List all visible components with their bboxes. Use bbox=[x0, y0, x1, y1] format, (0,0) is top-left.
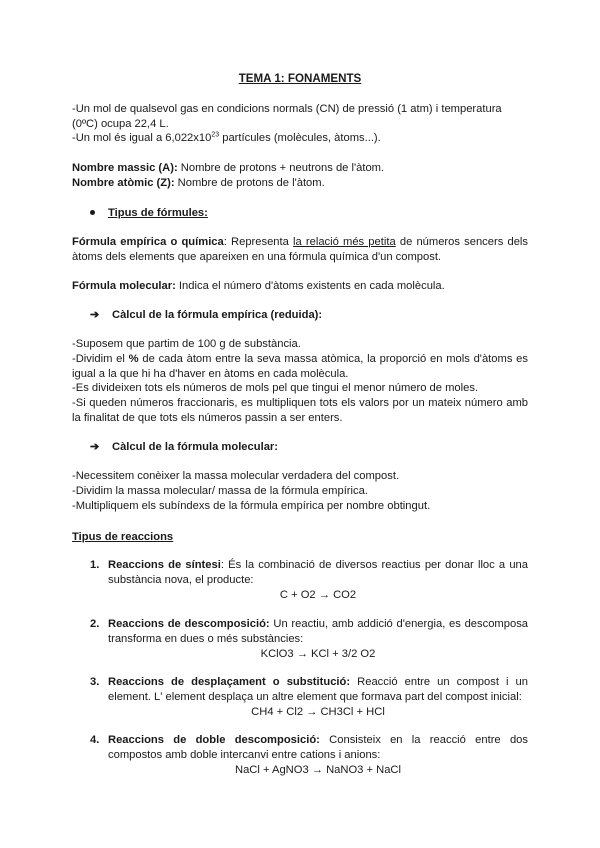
def-massic-text: Nombre de protons + neutrons de l'àtom. bbox=[177, 162, 385, 174]
reaction-equation: KClO3 → KCl + 3/2 O2 bbox=[260, 648, 376, 660]
calc-empirica-heading-text: Càlcul de la fórmula empírica (reduida): bbox=[112, 309, 323, 321]
reaccions-heading: Tipus de reaccions bbox=[72, 531, 174, 543]
reaction-desc: Consisteix en la reacció entre dos compostos amb doble intercanvi entre cations i anions: bbox=[108, 734, 528, 761]
def-atomic-label: Nombre atòmic (Z): bbox=[72, 177, 175, 189]
item-number: 3. bbox=[90, 676, 100, 688]
reaction-item bbox=[90, 675, 528, 720]
intro-line-2 bbox=[72, 131, 528, 146]
reaction-desc: : És la combinació de diversos reactius per donar lloc a una substància nova, el producte: bbox=[108, 559, 528, 586]
calc-molecular-heading-text: Càlcul de la fórmula molecular: bbox=[112, 441, 278, 453]
arrow-icon: ➔ bbox=[90, 309, 100, 321]
reaction-text bbox=[108, 558, 528, 588]
arrow-icon: ➔ bbox=[90, 441, 100, 453]
calc-empirica-step-1: -Suposem que partim de 100 g de substància. bbox=[72, 338, 301, 350]
formules-heading-text: Tipus de fórmules: bbox=[108, 207, 208, 219]
intro-line-1: -Un mol de qualsevol gas en condicions normals (CN) de pressió (1 atm) i temperatura (0ºC) ocupa 22,4 L. bbox=[72, 103, 502, 130]
reaction-text bbox=[108, 733, 528, 763]
def-massic-label: Nombre massic (A): bbox=[72, 162, 178, 174]
reaction-label: Reaccions de desplaçament o substitució: bbox=[108, 676, 351, 688]
calc-molecular-step-3: -Multipliquem els subíndexs de la fórmula empírica per nombre obtingut. bbox=[72, 500, 431, 512]
reaction-equation: NaCl + AgNO3 → NaNO3 + NaCl bbox=[234, 764, 401, 776]
calc-molecular-step-1: -Necessitem conèixer la massa molecular verdadera del compost. bbox=[72, 470, 400, 482]
bullet-icon bbox=[90, 210, 95, 215]
step-2-pre: -Dividim el bbox=[72, 353, 129, 365]
step-2-post: de cada àtom entre la seva massa atòmica, la proporció en mols d'àtoms es igual a la que hi ha d'haver en àtoms en cada molècula. bbox=[72, 353, 528, 380]
formules-heading bbox=[90, 206, 208, 221]
calc-empirica-step-4: -Si queden números fraccionaris, es multipliquen tots els valors por un mateix número amb la finalitat de que tots els números passin a ser enters. bbox=[72, 397, 528, 424]
reaction-item bbox=[90, 558, 528, 603]
reaction-label: Reaccions de síntesi bbox=[108, 559, 221, 571]
page-title: TEMA 1: FONAMENTS bbox=[238, 72, 362, 85]
empirica-label: Fórmula empírica o química bbox=[72, 236, 224, 248]
empirica-post: de números sencers dels àtoms dels elements que apareixen en una fórmula química d'un compost. bbox=[72, 236, 528, 263]
def-massic bbox=[72, 161, 528, 176]
calc-empirica-step-3: -Es divideixen tots els números de mols pel que tingui el menor número de moles. bbox=[72, 382, 479, 394]
calc-empirica-heading bbox=[90, 308, 322, 323]
molecular-label: Fórmula molecular: bbox=[72, 280, 176, 292]
calc-empirica-step-2 bbox=[72, 352, 528, 382]
item-number: 2. bbox=[90, 618, 100, 630]
reaction-label: Reaccions de doble descomposició: bbox=[108, 734, 320, 746]
reaction-equation: C + O2 → CO2 bbox=[279, 589, 357, 601]
def-atomic-text: Nombre de protons de l'àtom. bbox=[174, 177, 325, 189]
intro-line-2-end: partícules (molècules, àtoms...). bbox=[219, 132, 381, 144]
molecular-text: Indica el número d'àtoms existents en cada molècula. bbox=[175, 280, 445, 292]
reaction-text bbox=[108, 617, 528, 647]
reaction-label: Reaccions de descomposició: bbox=[108, 618, 270, 630]
empirica-underline: la relació més petita bbox=[293, 236, 396, 248]
calc-molecular-heading bbox=[90, 440, 278, 455]
reaction-item bbox=[90, 617, 528, 662]
reaction-desc: Un reactiu, amb addició d'energia, es descomposa transforma en dues o més substàncies: bbox=[108, 618, 529, 645]
empirica-def bbox=[72, 235, 528, 265]
empirica-pre: : Representa bbox=[223, 236, 294, 248]
calc-molecular-step-2: -Dividim la massa molecular/ massa de la fórmula empírica. bbox=[72, 485, 368, 497]
intro-line-2-text: -Un mol és igual a 6,022x10 bbox=[72, 132, 212, 144]
reaction-desc: Reacció entre un compost i un element. L' element desplaça un altre element que formava part del compost inicial: bbox=[108, 676, 528, 703]
item-number: 4. bbox=[90, 734, 100, 746]
def-atomic bbox=[72, 176, 528, 191]
reaction-text bbox=[108, 675, 528, 705]
step-2-bold: % bbox=[128, 353, 139, 365]
reaction-item bbox=[90, 733, 528, 778]
reaction-equation: CH4 + Cl2 → CH3Cl + HCl bbox=[251, 706, 385, 718]
molecular-def bbox=[72, 279, 528, 294]
item-number: 1. bbox=[90, 559, 100, 571]
exponent: 23 bbox=[211, 131, 220, 139]
